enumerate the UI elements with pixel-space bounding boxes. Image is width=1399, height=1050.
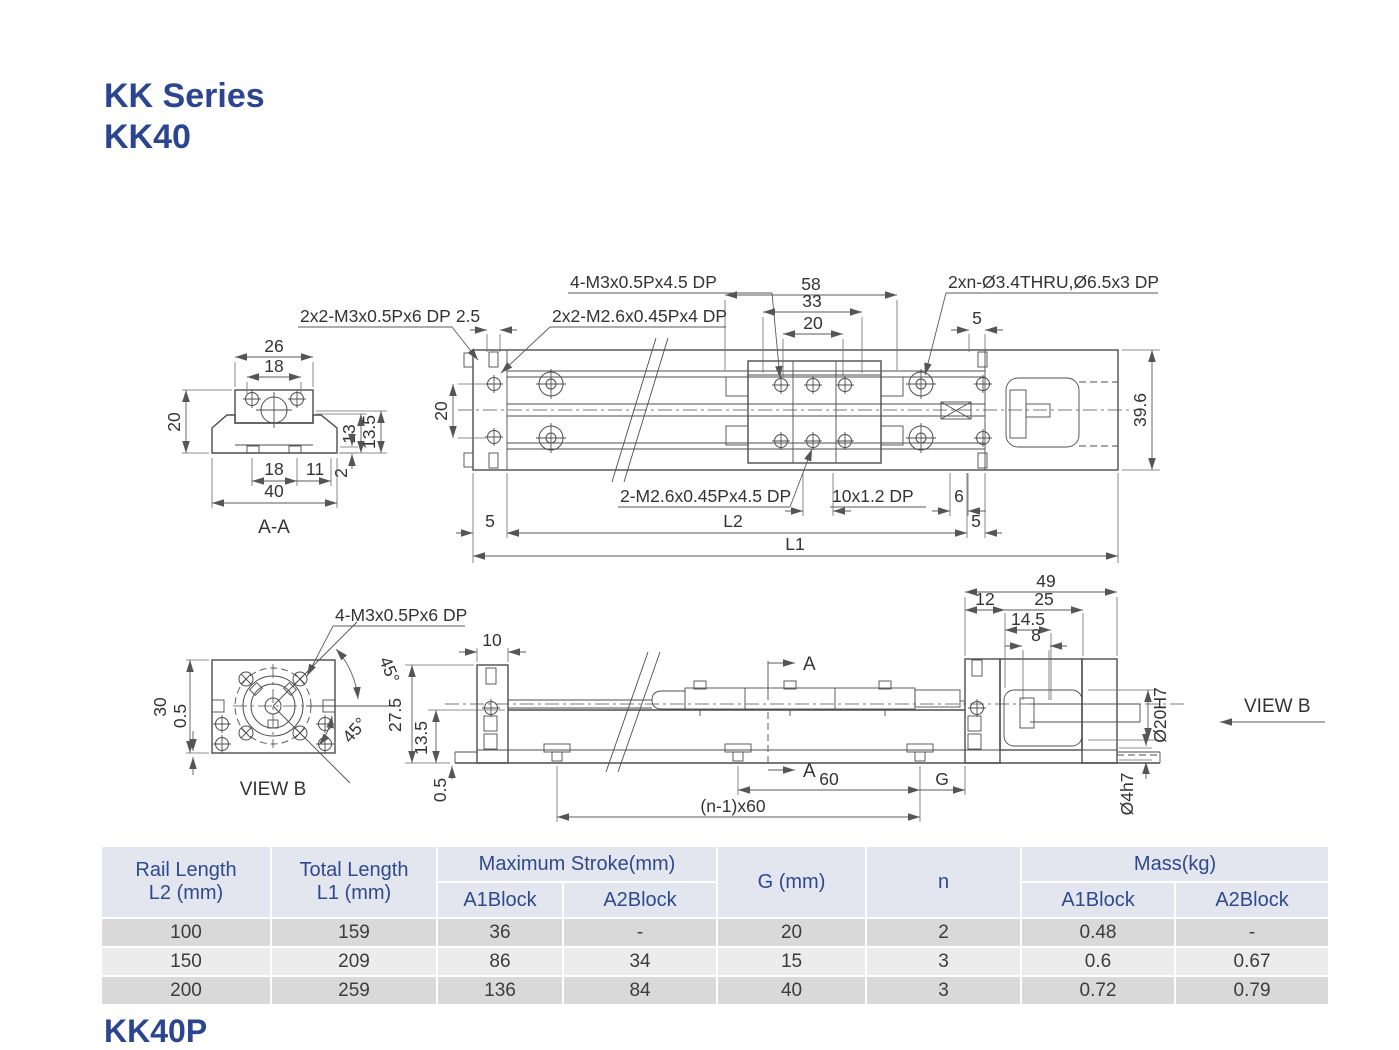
cell-stroke-a1: 36 xyxy=(438,919,562,946)
cell-mass-a2: 0.79 xyxy=(1176,977,1328,1004)
cell-stroke-a2: 34 xyxy=(564,948,716,975)
cell-mass-a2: 0.67 xyxy=(1176,948,1328,975)
dim-L1: L1 xyxy=(785,534,805,554)
section-aa-view xyxy=(164,336,387,538)
cell-mass-a2: - xyxy=(1176,919,1328,946)
cell-stroke-a2: - xyxy=(564,919,716,946)
dim-60: 60 xyxy=(819,769,839,789)
dim-5-bottomleft: 5 xyxy=(485,511,495,531)
dim-13-5: 13.5 xyxy=(359,414,379,450)
dim-18-bottom: 18 xyxy=(264,459,284,479)
dim-5-topright: 5 xyxy=(972,308,982,328)
model-title: KK40 xyxy=(104,117,191,156)
cell-total: 159 xyxy=(272,919,436,946)
col-group-mass: Mass(kg) xyxy=(1022,847,1328,881)
table-row xyxy=(102,948,1328,975)
cell-mass-a1: 0.6 xyxy=(1022,948,1174,975)
dim-G: G xyxy=(935,769,949,789)
col-stroke-a1: A1Block xyxy=(438,883,562,917)
viewb-outline xyxy=(212,622,398,783)
col-g: G (mm) xyxy=(718,847,865,917)
dim-45-upper: 45° xyxy=(375,653,404,686)
side-dimensions xyxy=(385,571,1325,822)
col-total-length xyxy=(272,847,436,917)
view-b-pointer-label: VIEW B xyxy=(1244,696,1311,717)
dim-25: 25 xyxy=(1034,589,1054,609)
next-section-title: KK40P xyxy=(104,1013,208,1049)
dim-4h7: Ø4h7 xyxy=(1117,772,1137,816)
cell-n: 3 xyxy=(867,948,1020,975)
dim-20-left: 20 xyxy=(431,401,451,421)
dim-30: 30 xyxy=(150,697,170,717)
plan-callouts xyxy=(298,272,1159,507)
total-length-line1: Total Length xyxy=(299,859,409,881)
view-b xyxy=(150,605,468,803)
dim-0-5-viewb: 0.5 xyxy=(170,703,190,729)
dim-20-top: 20 xyxy=(803,313,823,333)
header-row-1 xyxy=(102,847,1328,881)
plan-outline xyxy=(458,338,1135,482)
plan-view xyxy=(298,272,1160,563)
table-row xyxy=(102,919,1328,946)
plan-dimensions xyxy=(431,274,1160,563)
section-a-top-label: A xyxy=(803,654,816,675)
cell-stroke-a1: 136 xyxy=(438,977,562,1004)
col-rail-length xyxy=(102,847,270,917)
dim-5-bottomright: 5 xyxy=(971,511,981,531)
dim-10: 10 xyxy=(482,630,502,650)
dim-2: 2 xyxy=(331,468,351,478)
cell-g: 15 xyxy=(718,948,865,975)
spec-table xyxy=(100,845,1330,1006)
total-length-line2: L1 (mm) xyxy=(316,882,392,904)
dim-11: 11 xyxy=(305,459,325,479)
col-n: n xyxy=(867,847,1020,917)
rail-length-line1: Rail Length xyxy=(135,859,237,881)
side-view xyxy=(385,571,1325,822)
cell-mass-a1: 0.72 xyxy=(1022,977,1174,1004)
cell-total: 259 xyxy=(272,977,436,1004)
dim-12: 12 xyxy=(975,589,995,609)
cell-rail: 200 xyxy=(102,977,270,1004)
cell-n: 3 xyxy=(867,977,1020,1004)
dim-27-5: 27.5 xyxy=(385,697,405,733)
dim-8: 8 xyxy=(1031,625,1041,645)
dim-L2: L2 xyxy=(723,511,743,531)
cell-rail: 150 xyxy=(102,948,270,975)
dim-40: 40 xyxy=(264,481,284,501)
aa-dimensions xyxy=(164,336,387,538)
callout-viewb-screws: 4-M3x0.5Px6 DP xyxy=(335,605,468,625)
rail-length-line2: L2 (mm) xyxy=(148,882,224,904)
viewb-dimensions xyxy=(150,605,468,803)
dim-20h7: Ø20H7 xyxy=(1150,687,1170,743)
col-mass-a2: A2Block xyxy=(1176,883,1328,917)
cell-total: 209 xyxy=(272,948,436,975)
callout-bottom-screws: 2-M2.6x0.45Px4.5 DP xyxy=(620,486,792,506)
view-b-label: VIEW B xyxy=(239,779,307,800)
col-stroke-a2: A2Block xyxy=(564,883,716,917)
callout-side-screws: 2x2-M2.6x0.45Px4 DP xyxy=(552,306,728,326)
dim-26: 26 xyxy=(264,336,284,356)
dim-0-5-side: 0.5 xyxy=(430,777,450,803)
callout-mount-holes: 2xn-Ø3.4THRU,Ø6.5x3 DP xyxy=(948,272,1160,292)
table-row xyxy=(102,977,1328,1004)
series-title: KK Series xyxy=(104,77,265,115)
dim-2-5: 2.5 xyxy=(455,306,481,326)
callout-top-screws: 4-M3x0.5Px4.5 DP xyxy=(570,272,717,292)
dim-58: 58 xyxy=(801,274,821,294)
cell-stroke-a2: 84 xyxy=(564,977,716,1004)
cell-n: 2 xyxy=(867,919,1020,946)
cell-rail: 100 xyxy=(102,919,270,946)
dim-18-top: 18 xyxy=(264,356,284,376)
dim-45-lower: 45° xyxy=(338,713,371,747)
cell-mass-a1: 0.48 xyxy=(1022,919,1174,946)
dim-20-aa: 20 xyxy=(164,412,184,432)
col-group-max-stroke: Maximum Stroke(mm) xyxy=(438,847,716,881)
dim-14-5: 14.5 xyxy=(1010,609,1046,629)
dim-39-6: 39.6 xyxy=(1130,392,1150,428)
section-aa-label: A-A xyxy=(258,517,290,538)
dim-pitch: (n-1)x60 xyxy=(700,796,766,816)
dim-13-5-side: 13.5 xyxy=(411,720,431,756)
aa-outline xyxy=(212,390,337,453)
cell-g: 20 xyxy=(718,919,865,946)
cell-g: 40 xyxy=(718,977,865,1004)
dim-49: 49 xyxy=(1036,571,1056,591)
callout-end-screws: 2x2-M3x0.5Px6 DP xyxy=(300,306,451,326)
col-mass-a1: A1Block xyxy=(1022,883,1174,917)
dim-13: 13 xyxy=(339,424,359,444)
dim-33: 33 xyxy=(802,291,822,311)
section-a-bottom-label: A xyxy=(803,761,816,782)
dim-6: 6 xyxy=(954,486,964,506)
callout-keyway: 10x1.2 DP xyxy=(832,486,914,506)
cell-stroke-a1: 86 xyxy=(438,948,562,975)
